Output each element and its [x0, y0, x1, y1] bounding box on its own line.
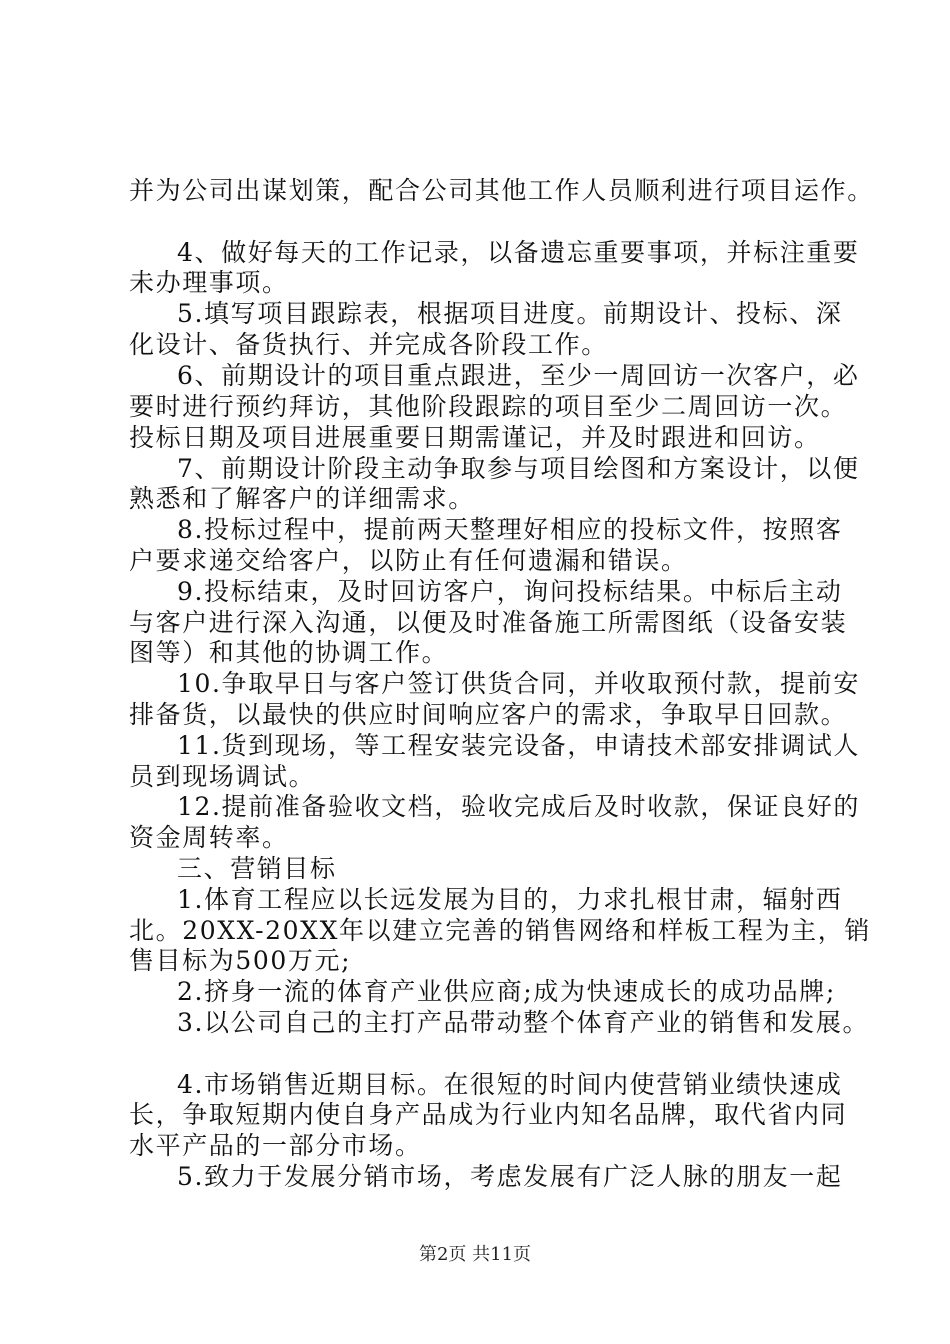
text-line: 12.提前准备验收文档，验收完成后及时收款，保证良好的	[177, 792, 860, 821]
text-line: 7、前期设计阶段主动争取参与项目绘图和方案设计，以便	[177, 454, 860, 483]
text-line: 6、前期设计的项目重点跟进，至少一周回访一次客户，必	[177, 361, 860, 390]
text-line: 资金周转率。	[129, 823, 289, 852]
text-line: 长，争取短期内使自身产品成为行业内知名品牌，取代省内同	[129, 1100, 848, 1129]
text-line: 投标日期及项目进展重要日期需谨记，并及时跟进和回访。	[129, 423, 821, 452]
text-line: 熟悉和了解客户的详细需求。	[129, 484, 475, 513]
text-line: 水平产品的一部分市场。	[129, 1131, 422, 1160]
text-line: 2.挤身一流的体育产业供应商;成为快速成长的成功品牌;	[177, 977, 836, 1006]
text-line: 户要求递交给客户，以防止有任何遗漏和错误。	[129, 546, 688, 575]
text-line: 8.投标过程中，提前两天整理好相应的投标文件，按照客	[177, 515, 843, 544]
text-line: 1.体育工程应以长远发展为目的，力求扎根甘肃，辐射西	[177, 885, 843, 914]
text-line: 4、做好每天的工作记录，以备遗忘重要事项，并标注重要	[177, 238, 860, 267]
text-line: 员到现场调试。	[129, 762, 316, 791]
text-line: 化设计、备货执行、并完成各阶段工作。	[129, 330, 608, 359]
text-line: 3.以公司自己的主打产品带动整个体育产业的销售和发展。	[177, 1008, 870, 1037]
text-line: 售目标为500万元;	[129, 946, 352, 975]
text-line: 4.市场销售近期目标。在很短的时间内使营销业绩快速成	[177, 1070, 843, 1099]
text-line: 10.争取早日与客户签订供货合同，并收取预付款，提前安	[177, 669, 860, 698]
text-line: 9.投标结束，及时回访客户，询问投标结果。中标后主动	[177, 577, 843, 606]
text-line: 未办理事项。	[129, 268, 289, 297]
section-heading: 三、营销目标	[177, 854, 337, 883]
text-line: 5.致力于发展分销市场，考虑发展有广泛人脉的朋友一起	[177, 1162, 843, 1191]
text-line: 要时进行预约拜访，其他阶段跟踪的项目至少二周回访一次。	[129, 392, 848, 421]
text-line: 图等）和其他的协调工作。	[129, 638, 449, 667]
text-line: 与客户进行深入沟通，以便及时准备施工所需图纸（设备安装	[129, 608, 848, 637]
text-line: 排备货，以最快的供应时间响应客户的需求，争取早日回款。	[129, 700, 848, 729]
text-line: 11.货到现场，等工程安装完设备，申请技术部安排调试人	[177, 731, 860, 760]
page-number-footer: 第2页 共11页	[418, 1244, 532, 1265]
text-line: 并为公司出谋划策，配合公司其他工作人员顺利进行项目运作。	[129, 176, 874, 205]
text-line: 北。20XX-20XX年以建立完善的销售网络和样板工程为主，销	[129, 916, 871, 945]
text-line: 5.填写项目跟踪表，根据项目进度。前期设计、投标、深	[177, 299, 843, 328]
